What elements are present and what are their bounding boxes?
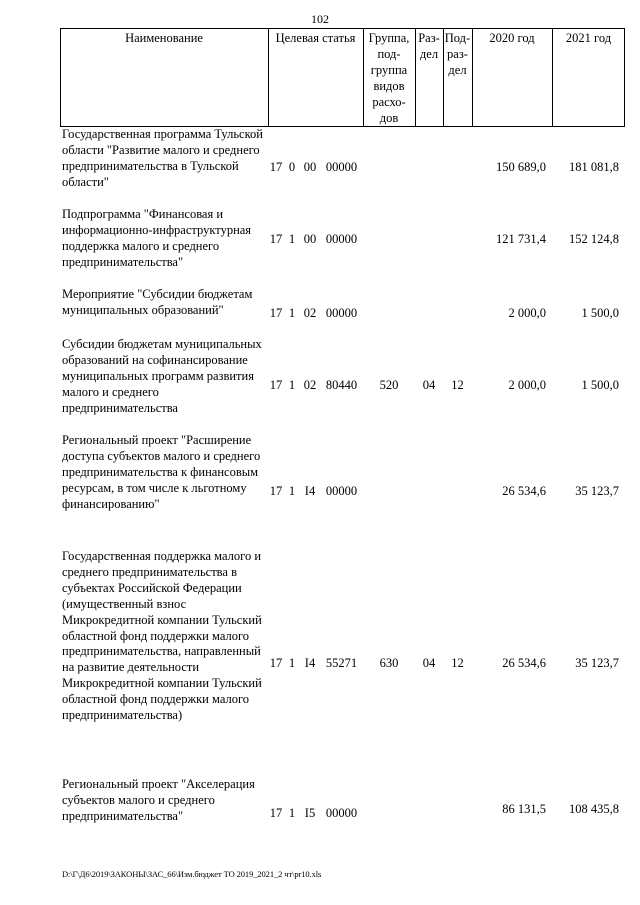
code-event: I4 — [304, 483, 316, 498]
code-program: 17 — [269, 805, 283, 820]
subsection-code — [443, 287, 472, 339]
expense-group — [363, 287, 415, 339]
header-target-article: Целевая статья — [275, 31, 356, 45]
table-row — [0, 337, 640, 433]
section-code — [415, 433, 443, 549]
code-program: 17 — [269, 483, 283, 498]
code-event: 02 — [303, 377, 317, 392]
subsection-code — [443, 127, 472, 207]
section-code: 04 — [422, 655, 436, 670]
code-subprogram: 0 — [288, 159, 296, 174]
code-direction: 00000 — [325, 159, 358, 174]
page-number: 102 — [311, 12, 329, 26]
header-section: Раз- дел — [418, 31, 440, 61]
amount-2020: 2 000,0 — [508, 305, 546, 320]
code-event: 00 — [303, 159, 317, 174]
code-subprogram: 1 — [288, 483, 296, 498]
amount-2020: 26 534,6 — [502, 483, 546, 498]
table-row — [0, 127, 640, 207]
header-year-2020: 2020 год — [489, 31, 535, 45]
code-program: 17 — [269, 231, 283, 246]
row-name: Субсидии бюджетам муниципальных образований на софинансирование муниципальных программ развития малого и среднего предпринимательства — [62, 337, 262, 415]
code-subprogram: 1 — [288, 377, 296, 392]
expense-group: 630 — [379, 655, 399, 670]
code-event: 02 — [303, 305, 317, 320]
code-event: 00 — [303, 231, 317, 246]
amount-2021: 35 123,7 — [575, 655, 619, 670]
code-program: 17 — [269, 655, 283, 670]
code-subprogram: 1 — [288, 655, 296, 670]
table-row — [0, 433, 640, 549]
code-direction: 00000 — [325, 231, 358, 246]
code-program: 17 — [269, 305, 283, 320]
expense-group — [363, 777, 415, 837]
amount-2020: 86 131,5 — [502, 801, 546, 816]
amount-2021: 108 435,8 — [569, 801, 619, 816]
code-direction: 80440 — [325, 377, 358, 392]
amount-2021: 1 500,0 — [581, 377, 619, 392]
code-event: I4 — [304, 655, 316, 670]
code-program: 17 — [269, 377, 283, 392]
code-subprogram: 1 — [288, 805, 296, 820]
footer-file-path: D:\Г\Д6\2019\ЗАКОНЫ\ЗАС_66\Изм.бюджет ТО 2019_2021_2 чт\pr10.xls — [62, 869, 322, 879]
code-direction: 00000 — [325, 483, 358, 498]
code-program: 17 — [269, 159, 283, 174]
row-name: Региональный проект "Расширение доступа субъектов малого и среднего предпринимательства к финансовым ресурсам, в том числе к льготному финансированию" — [62, 433, 261, 511]
amount-2020: 150 689,0 — [496, 159, 546, 174]
code-direction: 55271 — [325, 655, 358, 670]
section-code — [415, 207, 443, 287]
row-name: Мероприятие "Субсидии бюджетам муниципальных образований" — [62, 287, 253, 317]
code-event: I5 — [304, 805, 316, 820]
expense-group — [363, 433, 415, 549]
amount-2021: 35 123,7 — [575, 483, 619, 498]
subsection-code — [443, 777, 472, 837]
amount-2020: 2 000,0 — [508, 377, 546, 392]
section-code: 04 — [422, 377, 436, 392]
table-header — [0, 28, 640, 127]
subsection-code — [443, 207, 472, 287]
row-name: Государственная программа Тульской области "Развитие малого и среднего предпринимательства в Тульской области" — [62, 127, 263, 189]
expense-group — [363, 127, 415, 207]
table-row — [0, 549, 640, 777]
table-row — [0, 207, 640, 287]
subsection-code: 12 — [451, 377, 464, 392]
table-row — [0, 287, 640, 339]
header-subsection: Под- раз- дел — [444, 31, 471, 77]
section-code — [415, 287, 443, 339]
code-direction: 00000 — [325, 805, 358, 820]
amount-2021: 152 124,8 — [569, 231, 619, 246]
row-name: Подпрограмма "Финансовая и информационно-инфраструктурная поддержка малого и среднего предпринимательства" — [62, 207, 252, 269]
section-code — [415, 127, 443, 207]
table-row — [0, 777, 640, 837]
section-code — [415, 777, 443, 837]
header-year-2021: 2021 год — [565, 31, 612, 45]
subsection-code — [443, 433, 472, 549]
header-name: Наименование — [125, 31, 203, 45]
amount-2021: 1 500,0 — [581, 305, 619, 320]
amount-2020: 26 534,6 — [502, 655, 546, 670]
expense-group — [363, 207, 415, 287]
code-subprogram: 1 — [288, 231, 296, 246]
header-group: Группа, под- группа видов расхо- дов — [368, 31, 410, 125]
amount-2020: 121 731,4 — [496, 231, 546, 246]
code-direction: 00000 — [325, 305, 358, 320]
row-name: Государственная поддержка малого и среднего предпринимательства в субъектах Российской Федерации (имущественный взнос Микрокредитной компании Тульский областной фонд поддержки малого предпринимательства, направленный на развитие деятельности Микрокредитной компании Тульский областной фонд поддержки малого предпринимательства) — [62, 549, 262, 723]
expense-group: 520 — [379, 377, 399, 392]
code-subprogram: 1 — [288, 305, 296, 320]
row-name: Региональный проект "Акселерация субъектов малого и среднего предпринимательства" — [62, 777, 255, 823]
amount-2021: 181 081,8 — [569, 159, 619, 174]
subsection-code: 12 — [451, 655, 464, 670]
